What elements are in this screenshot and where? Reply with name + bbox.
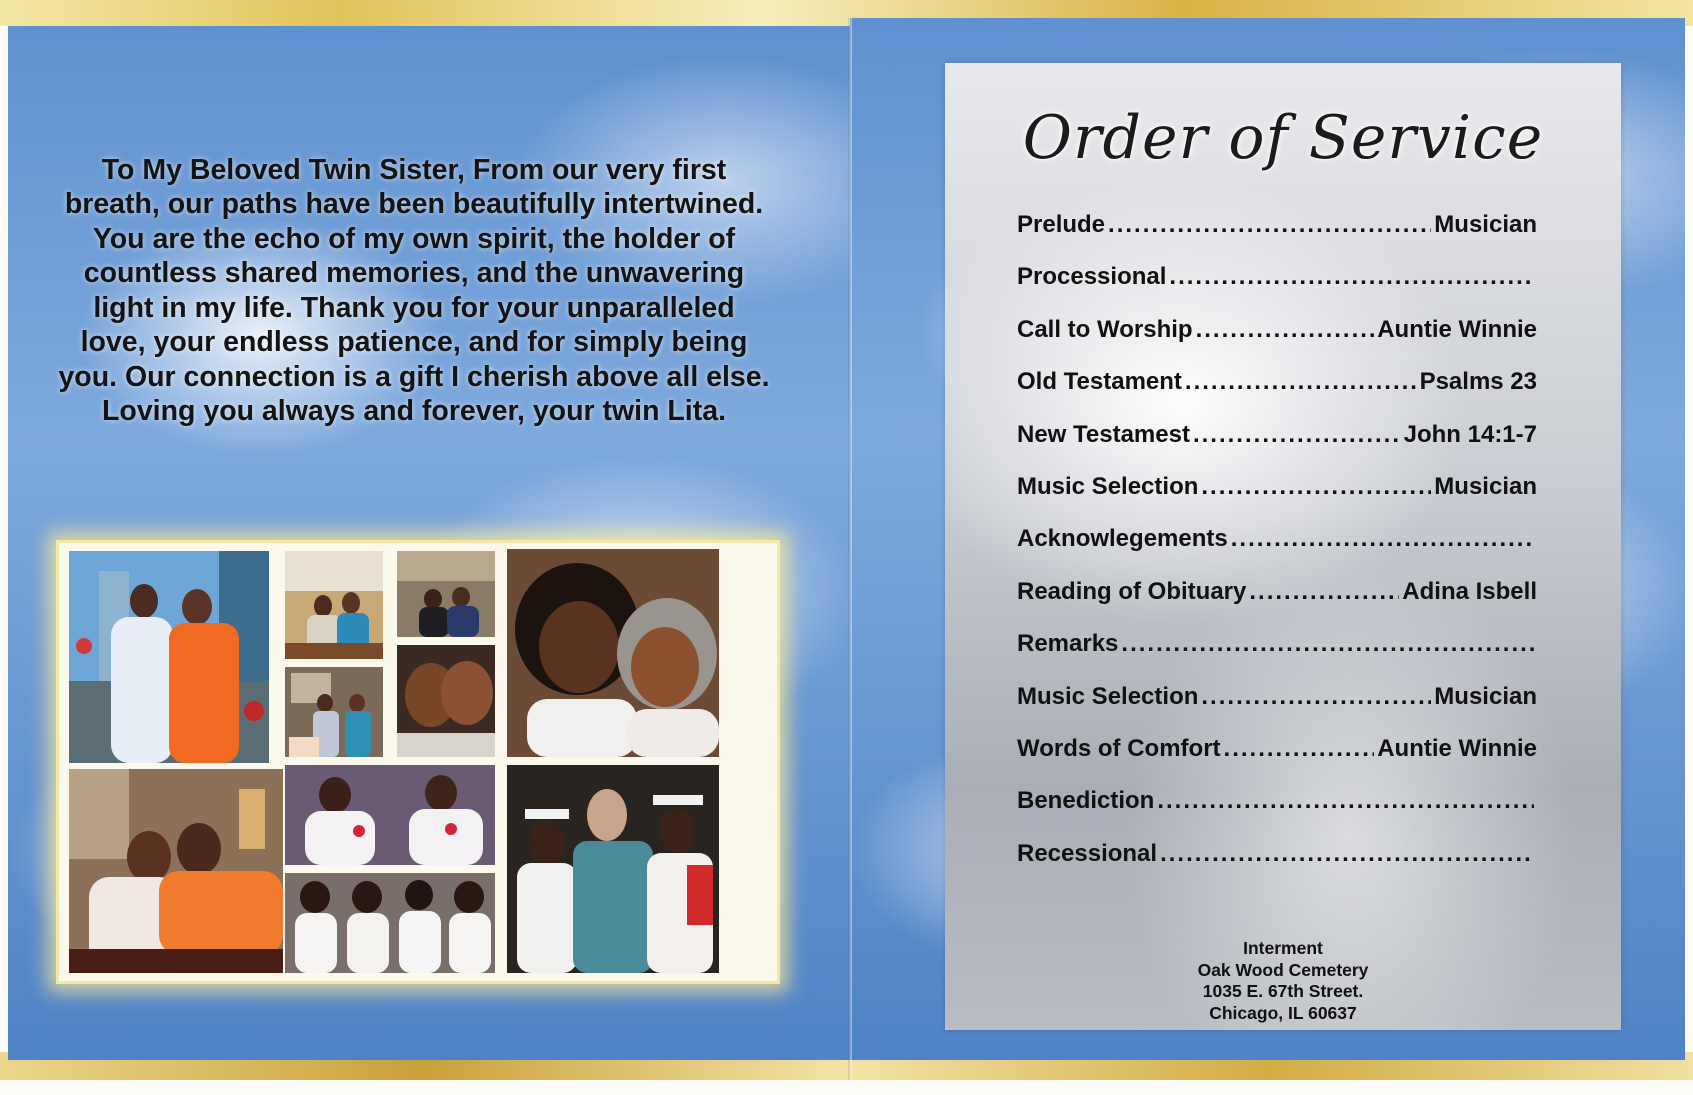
photo-table [69,769,283,973]
program-item [1017,211,1537,263]
leader-dots [1249,578,1399,606]
program-item-name: Remarks [1017,630,1119,658]
tribute-panel [8,26,850,1060]
program-item-name: New Testamest [1017,420,1190,448]
program-item [1017,421,1537,473]
program-item-name: Call to Worship [1017,315,1193,343]
photo-faces [397,645,495,757]
interment-label: Interment [1243,938,1323,958]
program-item [1017,735,1537,787]
program-item-name: Reading of Obituary [1017,577,1247,605]
page-fold [848,18,852,1080]
photo-graduation [507,765,719,973]
program-item-participant: Auntie Winnie [1377,315,1537,343]
program-item-participant: Musician [1434,211,1537,238]
leader-dots [1201,683,1431,711]
program-item [1017,683,1537,735]
program-item-participant: Psalms 23 [1419,368,1537,396]
leader-dots [1224,735,1375,763]
leader-dots [1157,787,1534,815]
photo-sitting [397,551,495,637]
program-item-name: Music Selection [1017,472,1199,500]
cemetery-city: Chicago, IL 60637 [1209,1002,1357,1023]
service-panel [850,18,1685,1060]
photo-group [285,873,495,973]
leader-dots [1193,421,1401,449]
program-item-name: Old Testament [1017,368,1182,396]
program-item-name: Processional [1017,263,1167,291]
interment-info [945,938,1621,1024]
program-item [1017,368,1537,420]
program-item-participant: Auntie Winnie [1377,734,1537,762]
photo-dining [285,551,383,659]
program-item-name: Words of Comfort [1017,734,1221,762]
program-item [1017,578,1537,630]
program-item [1017,473,1537,525]
program-item-participant: Musician [1434,472,1537,500]
leader-dots [1201,473,1431,501]
leader-dots [1108,211,1431,239]
photo-birthday [285,667,383,757]
photo-vintage-pair [285,765,495,865]
program-item-name: Music Selection [1017,682,1199,710]
leader-dots [1160,840,1534,868]
program-item-name: Acknowlegements [1017,525,1228,553]
program-item-name: Recessional [1017,839,1158,867]
program-item [1017,630,1537,682]
program-item [1017,787,1537,839]
program-item [1017,840,1537,892]
photo-balcony [69,551,269,763]
tribute-message: To My Beloved Twin Sister, From our very first breath, our paths have been beautifully intertwined. You are the echo of my own spirit, the holder of countless shared memories, and the unwavering light in my life. Thank you for your unparalleled love, your endless patience, and for simply being you. Our connection is a gift I cherish above all else. Loving you always and forever, your twin Lita. [58,153,770,427]
leader-dots [1169,263,1534,291]
leader-dots [1196,316,1375,344]
program-item-participant: Adina Isbell [1402,577,1537,605]
program-item [1017,525,1537,577]
leader-dots [1185,368,1417,396]
program-item [1017,316,1537,368]
program-item-name: Benediction [1017,787,1155,815]
photo-selfie [507,549,719,757]
cemetery-name: Oak Wood Cemetery [1197,959,1369,980]
order-of-service-title: Order of Service [1022,103,1544,173]
leader-dots [1231,525,1534,553]
program-item-participant: Musician [1434,682,1537,710]
program-item [1017,263,1537,315]
program-item-participant: John 14:1-7 [1403,420,1537,448]
program-list [1017,211,1537,892]
leader-dots [1121,630,1534,658]
cemetery-street: 1035 E. 67th Street. [1202,981,1364,1001]
program-item-name: Prelude [1017,211,1106,238]
order-of-service-card [945,63,1621,1030]
photo-collage [56,540,780,984]
